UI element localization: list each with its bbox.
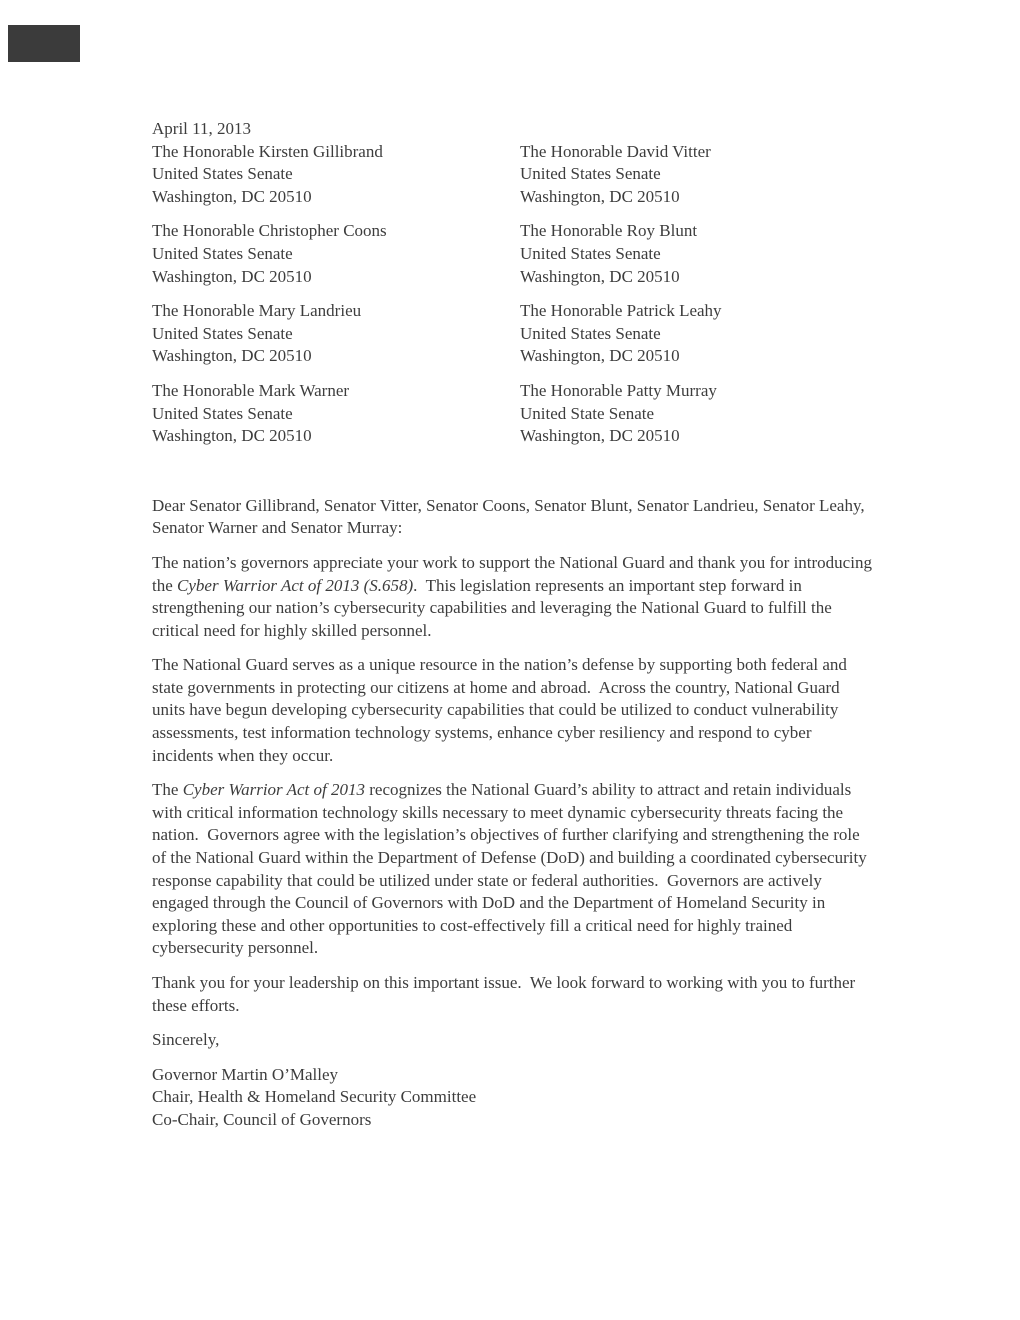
address-line: Washington, DC 20510	[520, 346, 680, 366]
address-line: Washington, DC 20510	[152, 346, 312, 366]
address-line: United States Senate	[152, 323, 293, 343]
address-row	[152, 300, 874, 368]
paragraph-text: The nation’s governors appreciate your work to support the National Guard and thank you for introducing the	[152, 552, 877, 595]
paragraph-4: Thank you for your leadership on this important issue. We look forward to working with you to further these efforts.	[152, 973, 860, 1015]
signature-name: Governor Martin O’Malley	[152, 1064, 339, 1084]
address-block	[152, 380, 520, 448]
address-line: Washington, DC 20510	[520, 266, 680, 286]
signature-title: Chair, Health & Homeland Security Committee	[152, 1087, 477, 1107]
address-line: The Honorable Patrick Leahy	[520, 301, 722, 321]
address-line: The Honorable Mark Warner	[152, 380, 350, 400]
signature-block	[152, 1064, 874, 1132]
address-line: Washington, DC 20510	[520, 186, 680, 206]
address-line: Washington, DC 20510	[520, 426, 680, 446]
address-block	[520, 380, 874, 448]
address-row	[152, 220, 874, 288]
address-line: United States Senate	[152, 243, 293, 263]
address-line: The Honorable Roy Blunt	[520, 221, 698, 241]
address-block	[520, 141, 874, 209]
italic-act-title: Cyber Warrior Act of 2013	[182, 780, 365, 800]
paragraph-1	[152, 552, 877, 642]
address-line: United States Senate	[520, 164, 661, 184]
paragraph-text: recognizes the National Guard’s ability to attract and retain individuals with critical information technology skills necessary to meet dynamic cybersecurity threats facing the nation. Governors agree with the legislation’s objectives of further clarifying and strengthening the role of the National Guard within the Department of Defense (DoD) and building a coordinated cybersecurity response capability that could be utilized under state or federal authorities. Governors are actively engaged through the Council of Governors with DoD and the Department of Homeland Security in exploring these and other opportunities to cost-effectively fill a critical need for highly trained cybersecurity personnel.	[152, 780, 871, 958]
address-line: Washington, DC 20510	[152, 426, 312, 446]
address-line: United States Senate	[520, 243, 661, 263]
address-line: The Honorable Christopher Coons	[152, 221, 387, 241]
paragraph-text: . This legislation represents an important step forward in strengthening our nation’s cybersecurity capabilities and leveraging the National Guard to fulfill the critical need for highly skilled personnel.	[152, 575, 837, 640]
address-line: United States Senate	[152, 403, 293, 423]
address-block	[152, 141, 520, 209]
address-line: Washington, DC 20510	[152, 266, 312, 286]
paragraph-2: The National Guard serves as a unique resource in the nation’s defense by supporting both federal and state governments in protecting our citizens at home and abroad. Across the country, National Guard units have begun developing cybersecurity capabilities that could be utilized to conduct vulnerability assessments, test information technology systems, enhance cyber resiliency and respond to cyber incidents when they occur.	[152, 655, 852, 765]
letter-date: April 11, 2013	[152, 119, 252, 138]
address-line: The Honorable Mary Landrieu	[152, 301, 362, 321]
address-grid	[152, 141, 874, 448]
salutation: Dear Senator Gillibrand, Senator Vitter, Senator Coons, Senator Blunt, Senator Landrieu, Senator Leahy, Senator Warner and Senator Murray:	[152, 495, 869, 538]
scan-artifact-block	[8, 25, 80, 62]
paragraph-text: The	[152, 780, 183, 800]
address-line: United States Senate	[152, 164, 293, 184]
letter-page	[152, 118, 877, 1132]
address-line: United State Senate	[520, 403, 655, 423]
address-row	[152, 380, 874, 448]
address-line: The Honorable David Vitter	[520, 141, 711, 161]
signature-title: Co-Chair, Council of Governors	[152, 1109, 372, 1129]
address-block	[152, 220, 520, 288]
address-block	[520, 300, 874, 368]
address-block	[152, 300, 520, 368]
paragraph-3	[152, 779, 874, 960]
address-line: United States Senate	[520, 323, 661, 343]
address-line: The Honorable Kirsten Gillibrand	[152, 141, 383, 161]
address-block	[520, 220, 874, 288]
address-line: The Honorable Patty Murray	[520, 380, 717, 400]
address-row	[152, 141, 874, 209]
closing: Sincerely,	[152, 1030, 220, 1050]
address-line: Washington, DC 20510	[152, 186, 312, 206]
italic-act-title: Cyber Warrior Act of 2013 (S.658)	[177, 575, 414, 595]
